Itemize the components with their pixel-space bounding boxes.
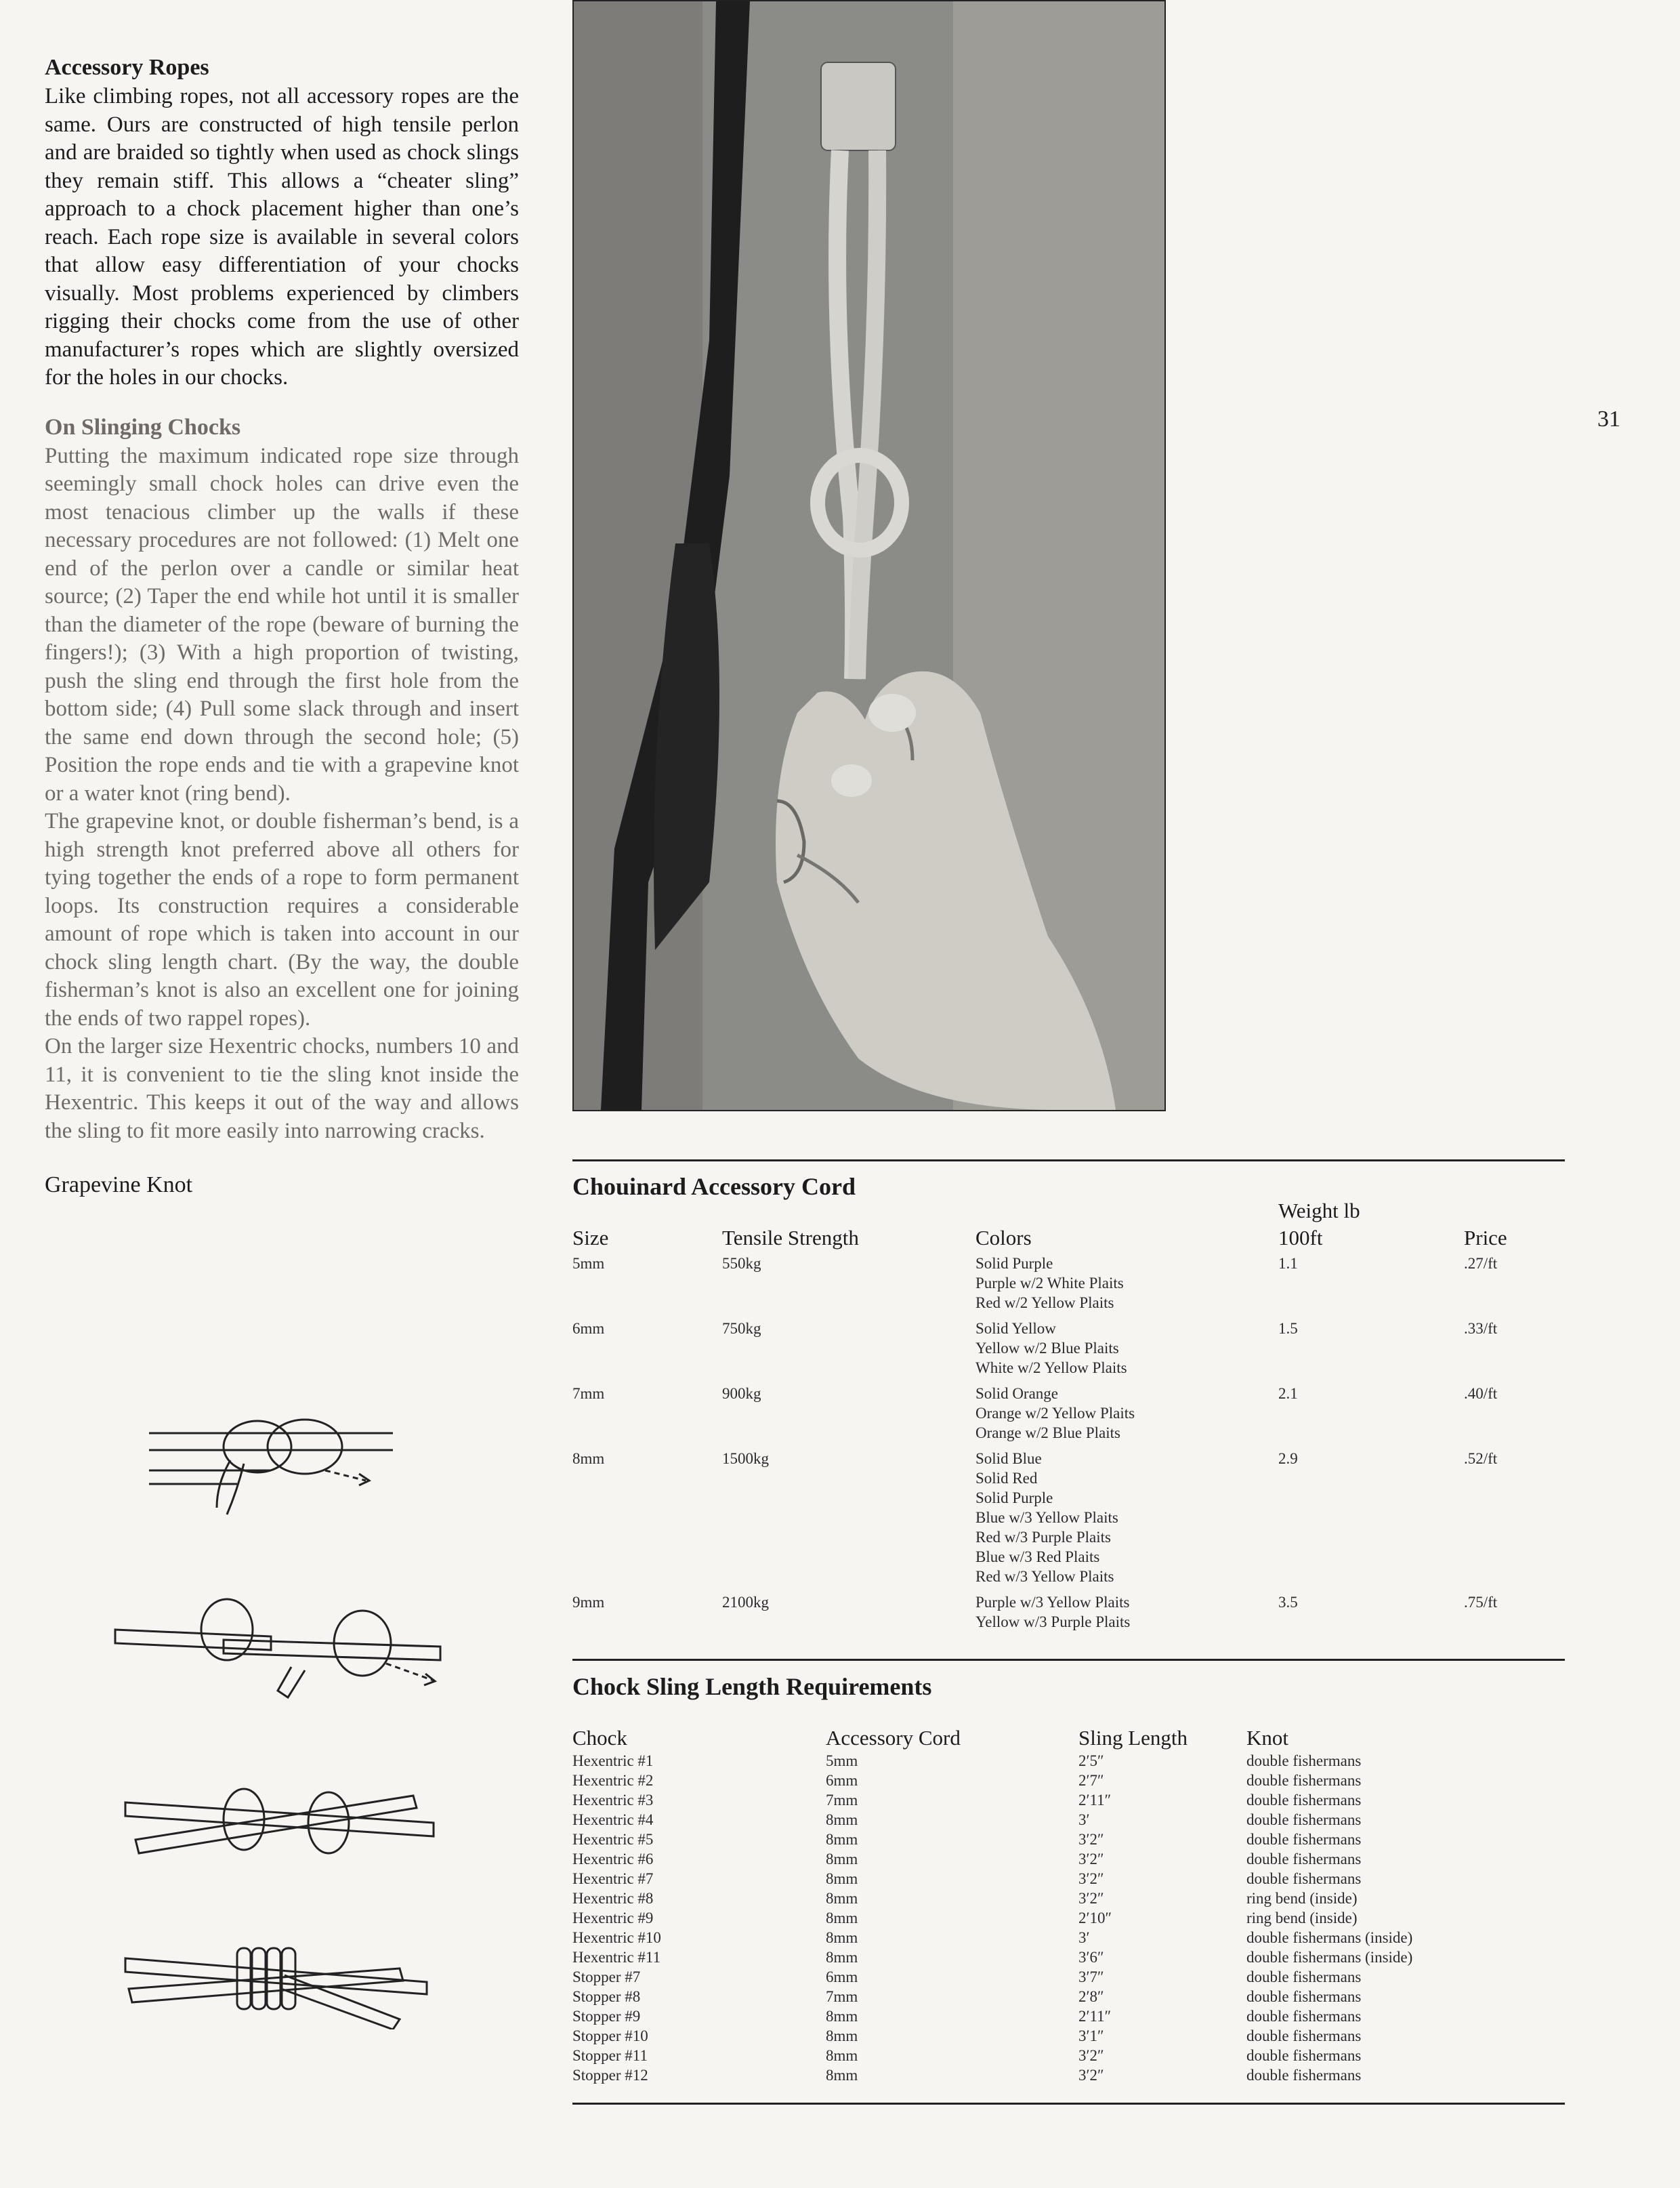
grapevine-knot-step-3-illustration [102,1775,467,1870]
sling-row-knot: double fishermans [1246,1831,1362,1848]
sling-row-chock: Hexentric #10 [572,1929,661,1946]
cord-row-size: 5mm [572,1255,605,1272]
size-header: Size [572,1226,609,1250]
sling-row-chock: Stopper #8 [572,1988,641,2005]
weight-header-line-2: 100ft [1278,1226,1323,1250]
sling-row-length: 3′ [1078,1929,1090,1946]
sling-row-length: 2′10″ [1078,1910,1112,1926]
cord-row-price: .27/ft [1464,1255,1498,1272]
climbing-photo [572,0,1166,1111]
left-column [45,53,519,1198]
cord-row-weight: 3.5 [1278,1594,1298,1611]
sling-row-length: 3′2″ [1078,1870,1104,1887]
cord-row-colors [975,1319,1127,1378]
sling-table-top-rule [572,1659,1565,1661]
color-option: Solid Yellow [975,1320,1056,1337]
chock-header: Chock [572,1726,627,1750]
sling-row-length: 2′11″ [1078,2008,1112,2025]
sling-row-chock: Stopper #7 [572,1968,641,1985]
slinging-paragraph-1: Putting the maximum indicated rope size through seemingly small chock holes can drive even the most tenacious climber up the walls if these necessary procedures are not followed: (1) Melt one end of the perlon over a candle or similar heat source; (2) Taper the end while hot until it is smaller than the diameter of the rope (beware of burning the fingers!); (3) With a high proportion of twisting, push the sling end through the first hole from the bottom side; (4) Pull some slack through and insert the same end down through the second hole; (5) Position the rope ends and tie with a grapevine knot or a water knot (ring bend). [45,443,519,806]
sling-row-cord: 8mm [826,2047,858,2064]
color-option: Solid Purple [975,1255,1053,1272]
sling-row-cord: 6mm [826,1772,858,1789]
sling-row-knot: double fishermans [1246,2027,1362,2044]
cord-row-tensile: 1500kg [722,1450,769,1467]
sling-row-knot: double fishermans [1246,1811,1362,1828]
sling-row-cord: 8mm [826,1831,858,1848]
sling-table-title: Chock Sling Length Requirements [572,1673,932,1700]
cord-row-weight: 1.5 [1278,1320,1298,1337]
color-option: Red w/2 Yellow Plaits [975,1294,1114,1311]
sling-row-cord: 6mm [826,1968,858,1985]
color-option: Red w/3 Purple Plaits [975,1529,1111,1546]
sling-row-chock: Hexentric #11 [572,1949,661,1966]
color-option: Blue w/3 Red Plaits [975,1548,1100,1565]
page-number: 31 [1597,407,1620,432]
sling-row-chock: Stopper #11 [572,2047,648,2064]
sling-row-length: 3′2″ [1078,1890,1104,1907]
sling-row-cord: 7mm [826,1792,858,1809]
sling-row-knot: double fishermans [1246,1792,1362,1809]
grapevine-knot-step-4-illustration [102,1935,467,2029]
cord-row-tensile: 750kg [722,1320,761,1337]
cord-row-tensile: 900kg [722,1385,761,1402]
grapevine-knot-step-2-illustration [102,1589,481,1711]
hand-pulling-chock-sling-image [574,1,1164,1110]
cord-row-price: .75/ft [1464,1594,1498,1611]
sling-row-length: 3′2″ [1078,1851,1104,1867]
color-option: Solid Purple [975,1489,1053,1506]
sling-row-length: 3′7″ [1078,1968,1104,1985]
cord-row-size: 8mm [572,1450,605,1467]
color-option: Solid Red [975,1470,1038,1487]
cord-row-weight: 2.9 [1278,1450,1298,1467]
cord-row-colors [975,1384,1135,1443]
sling-row-knot: double fishermans [1246,1772,1362,1789]
sling-row-knot: double fishermans [1246,1870,1362,1887]
color-option: Orange w/2 Yellow Plaits [975,1405,1135,1422]
sling-row-chock: Hexentric #8 [572,1890,654,1907]
sling-row-cord: 8mm [826,1870,858,1887]
cord-row-price: .52/ft [1464,1450,1498,1467]
slinging-paragraph-2: The grapevine knot, or double fisherman’s bend, is a high strength knot preferred above all others for tying together the ends of a rope to form permanent loops. Its construction requires a considerable amount of rope which is taken into account in our chock sling length chart. (By the way, the double fisherman’s knot is also an excellent one for joining the ends of two rappel ropes). [45,809,519,1031]
cord-row-colors [975,1254,1124,1313]
color-option: Solid Blue [975,1450,1042,1467]
cord-row-tensile: 550kg [722,1255,761,1272]
knot-caption: Grapevine Knot [45,1172,193,1197]
sling-row-length: 2′11″ [1078,1792,1112,1809]
sling-row-length: 3′1″ [1078,2027,1104,2044]
cord-row-price: .33/ft [1464,1320,1498,1337]
color-option: Yellow w/2 Blue Plaits [975,1340,1119,1357]
price-header: Price [1464,1226,1507,1250]
cord-row-weight: 1.1 [1278,1255,1298,1272]
cord-row-tensile: 2100kg [722,1594,769,1611]
sling-row-length: 2′7″ [1078,1772,1104,1789]
cord-table-title: Chouinard Accessory Cord [572,1173,856,1200]
sling-row-knot: double fishermans [1246,1851,1362,1867]
sling-row-knot: double fishermans [1246,1752,1362,1769]
accessory-ropes-text: Like climbing ropes, not all accessory ropes are the same. Ours are constructed of high tensile perlon and are braided so tightly when used as chock slings they remain stiff. This allows a “cheater sling” approach to a chock placement higher than one’s reach. Each rope size is available in several colors that allow easy differentiation of your chocks visually. Most problems experienced by climbers rigging their chocks come from the use of other manufacturer’s ropes which are slightly oversized for the holes in our chocks. [45,84,519,390]
accessory-ropes-heading: Accessory Ropes [45,55,209,80]
sling-row-chock: Hexentric #9 [572,1910,654,1926]
sling-row-length: 3′ [1078,1811,1090,1828]
sling-row-chock: Hexentric #5 [572,1831,654,1848]
knot-header: Knot [1246,1726,1288,1750]
color-option: Yellow w/3 Purple Plaits [975,1613,1131,1630]
color-option: Purple w/2 White Plaits [975,1275,1124,1292]
sling-row-knot: double fishermans (inside) [1246,1949,1413,1966]
cord-row-colors [975,1592,1130,1632]
sling-row-chock: Hexentric #3 [572,1792,654,1809]
sling-row-knot: double fishermans [1246,2067,1362,2084]
accessory-cord-header: Accessory Cord [826,1726,961,1750]
sling-row-length: 3′2″ [1078,2067,1104,2084]
sling-row-knot: double fishermans [1246,2047,1362,2064]
color-option: Blue w/3 Yellow Plaits [975,1509,1118,1526]
sling-row-chock: Hexentric #2 [572,1772,654,1789]
sling-row-cord: 8mm [826,2027,858,2044]
sling-row-chock: Stopper #10 [572,2027,648,2044]
colors-header: Colors [975,1226,1032,1250]
grapevine-knot-step-1-illustration [102,1396,413,1525]
sling-table-cord-column [826,1751,858,2085]
sling-row-cord: 8mm [826,1949,858,1966]
slinging-paragraph-3: On the larger size Hexentric chocks, numbers 10 and 11, it is convenient to tie the sling knot inside the Hexentric. This keeps it out of the way and allows the sling to fit more easily into narrowing cracks. [45,1034,519,1143]
weight-header-line-1: Weight lb [1278,1199,1360,1222]
sling-row-knot: ring bend (inside) [1246,1910,1358,1926]
cord-row-size: 7mm [572,1385,605,1402]
cord-table-top-rule [572,1159,1565,1161]
sling-row-length: 2′8″ [1078,1988,1104,2005]
sling-row-cord: 8mm [826,2008,858,2025]
sling-table-length-column [1078,1751,1112,2085]
color-option: Red w/3 Yellow Plaits [975,1568,1114,1585]
sling-row-length: 3′2″ [1078,1831,1104,1848]
sling-row-cord: 8mm [826,1890,858,1907]
sling-row-knot: double fishermans (inside) [1246,1929,1413,1946]
cord-row-colors [975,1449,1118,1586]
sling-row-cord: 8mm [826,1851,858,1867]
color-option: Orange w/2 Blue Plaits [975,1424,1120,1441]
cord-row-weight: 2.1 [1278,1385,1298,1402]
sling-length-header: Sling Length [1078,1726,1188,1750]
sling-row-knot: ring bend (inside) [1246,1890,1358,1907]
tensile-header: Tensile Strength [722,1226,859,1250]
color-option: White w/2 Yellow Plaits [975,1359,1127,1376]
slinging-heading: On Slinging Chocks [45,414,241,440]
sling-row-cord: 8mm [826,1929,858,1946]
color-option: Purple w/3 Yellow Plaits [975,1594,1130,1611]
sling-table-knot-column [1246,1751,1412,2085]
sling-row-knot: double fishermans [1246,1988,1362,2005]
sling-row-cord: 8mm [826,1811,858,1828]
sling-row-cord: 7mm [826,1988,858,2005]
cord-row-size: 9mm [572,1594,605,1611]
cord-row-price: .40/ft [1464,1385,1498,1402]
sling-row-knot: double fishermans [1246,1968,1362,1985]
sling-row-length: 3′6″ [1078,1949,1104,1966]
color-option: Solid Orange [975,1385,1059,1402]
cord-row-size: 6mm [572,1320,605,1337]
sling-row-length: 2′5″ [1078,1752,1104,1769]
sling-row-chock: Hexentric #7 [572,1870,654,1887]
sling-row-chock: Stopper #9 [572,2008,641,2025]
sling-row-chock: Hexentric #1 [572,1752,654,1769]
sling-table-bottom-rule [572,2103,1565,2105]
sling-row-chock: Hexentric #6 [572,1851,654,1867]
sling-row-knot: double fishermans [1246,2008,1362,2025]
sling-row-cord: 8mm [826,2067,858,2084]
sling-row-chock: Stopper #12 [572,2067,648,2084]
sling-row-cord: 8mm [826,1910,858,1926]
sling-row-cord: 5mm [826,1752,858,1769]
sling-table-chock-column [572,1751,661,2085]
sling-row-chock: Hexentric #4 [572,1811,654,1828]
sling-row-length: 3′2″ [1078,2047,1104,2064]
